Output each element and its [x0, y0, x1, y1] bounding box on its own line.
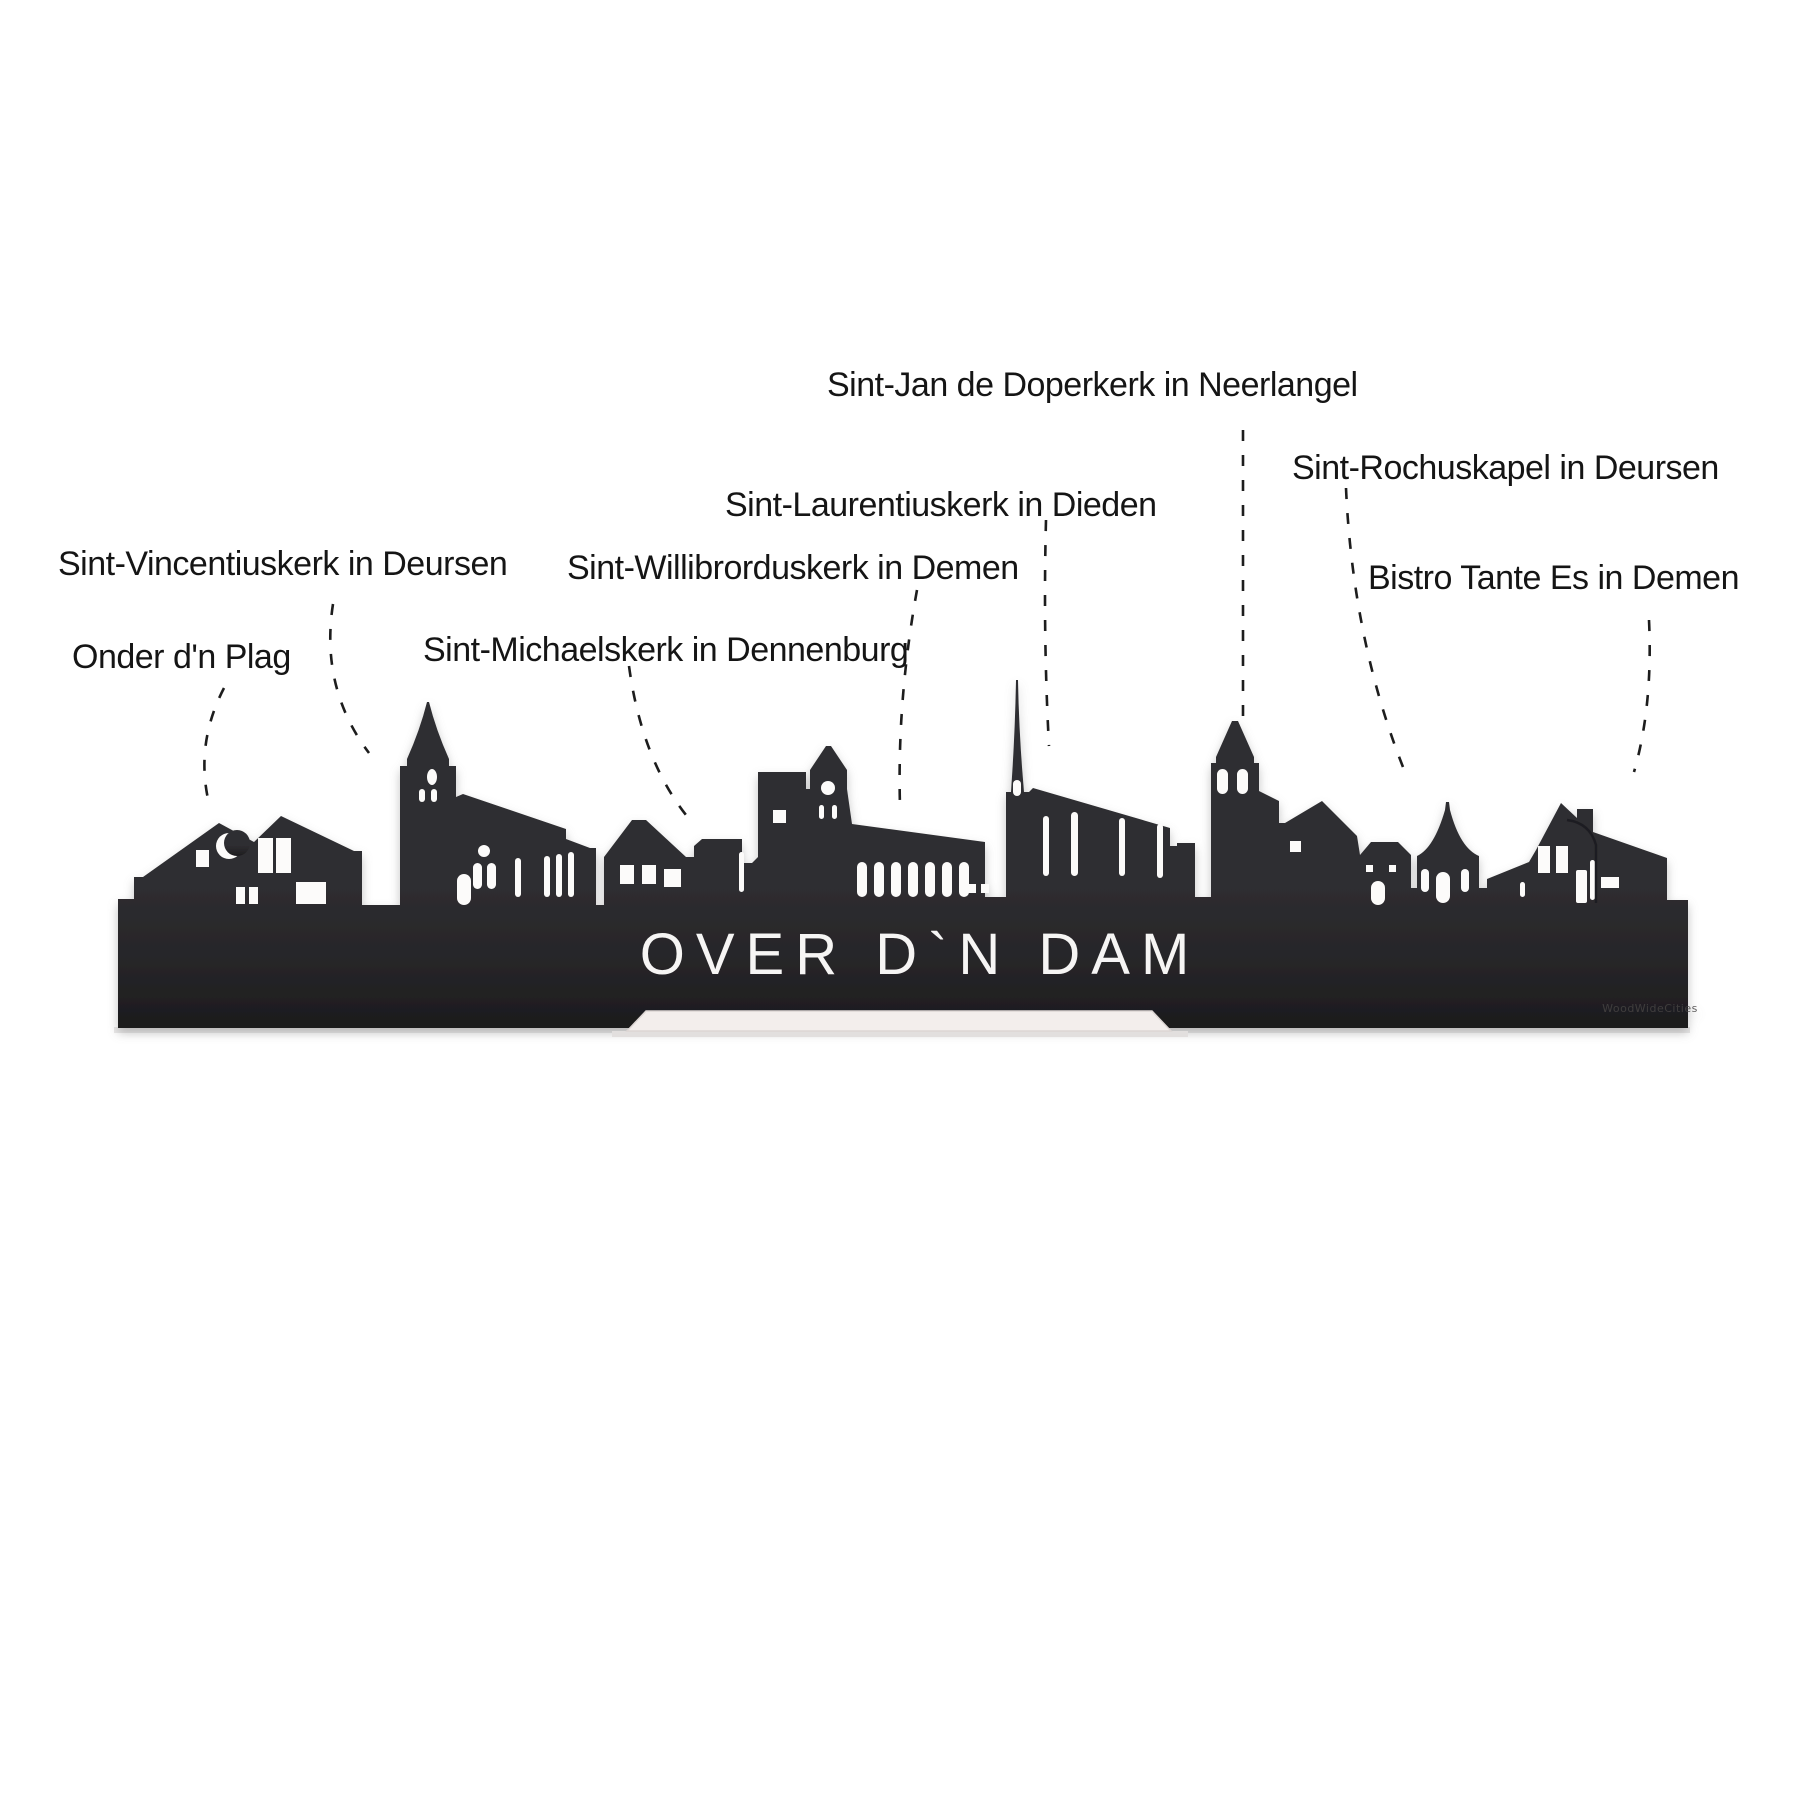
leader-line-sint-michaelskerk — [629, 666, 690, 820]
label-sint-vincentiuskerk: Sint-Vincentiuskerk in Deursen — [58, 545, 508, 583]
label-sint-rochuskapel: Sint-Rochuskapel in Deursen — [1292, 449, 1719, 487]
crescent-window-mask — [224, 830, 250, 856]
label-bistro-tante-es: Bistro Tante Es in Demen — [1368, 559, 1739, 597]
skyline-title-cutout: OVER D`N DAM — [639, 922, 1201, 987]
leader-line-onder-dn-plag — [204, 688, 224, 799]
label-sint-willibrorduskerk: Sint-Willibrorduskerk in Demen — [567, 549, 1019, 587]
maker-watermark: WoodWideCities — [1602, 1002, 1698, 1015]
stand-base — [627, 1011, 1171, 1031]
label-onder-dn-plag: Onder d'n Plag — [72, 638, 291, 676]
leader-line-sint-laurentiuskerk — [1045, 520, 1049, 746]
label-sint-laurentiuskerk: Sint-Laurentiuskerk in Dieden — [725, 486, 1157, 524]
label-sint-jan-de-doperkerk: Sint-Jan de Doperkerk in Neerlangel — [827, 366, 1358, 404]
leader-line-bistro-tante-es — [1634, 620, 1650, 772]
leader-line-sint-willibrorduskerk — [900, 590, 917, 806]
label-sint-michaelskerk: Sint-Michaelskerk in Dennenburg — [423, 631, 909, 669]
leader-line-sint-rochuskapel — [1346, 488, 1407, 777]
stand-shadow — [612, 1031, 1188, 1037]
leader-line-sint-vincentiuskerk — [330, 604, 369, 753]
